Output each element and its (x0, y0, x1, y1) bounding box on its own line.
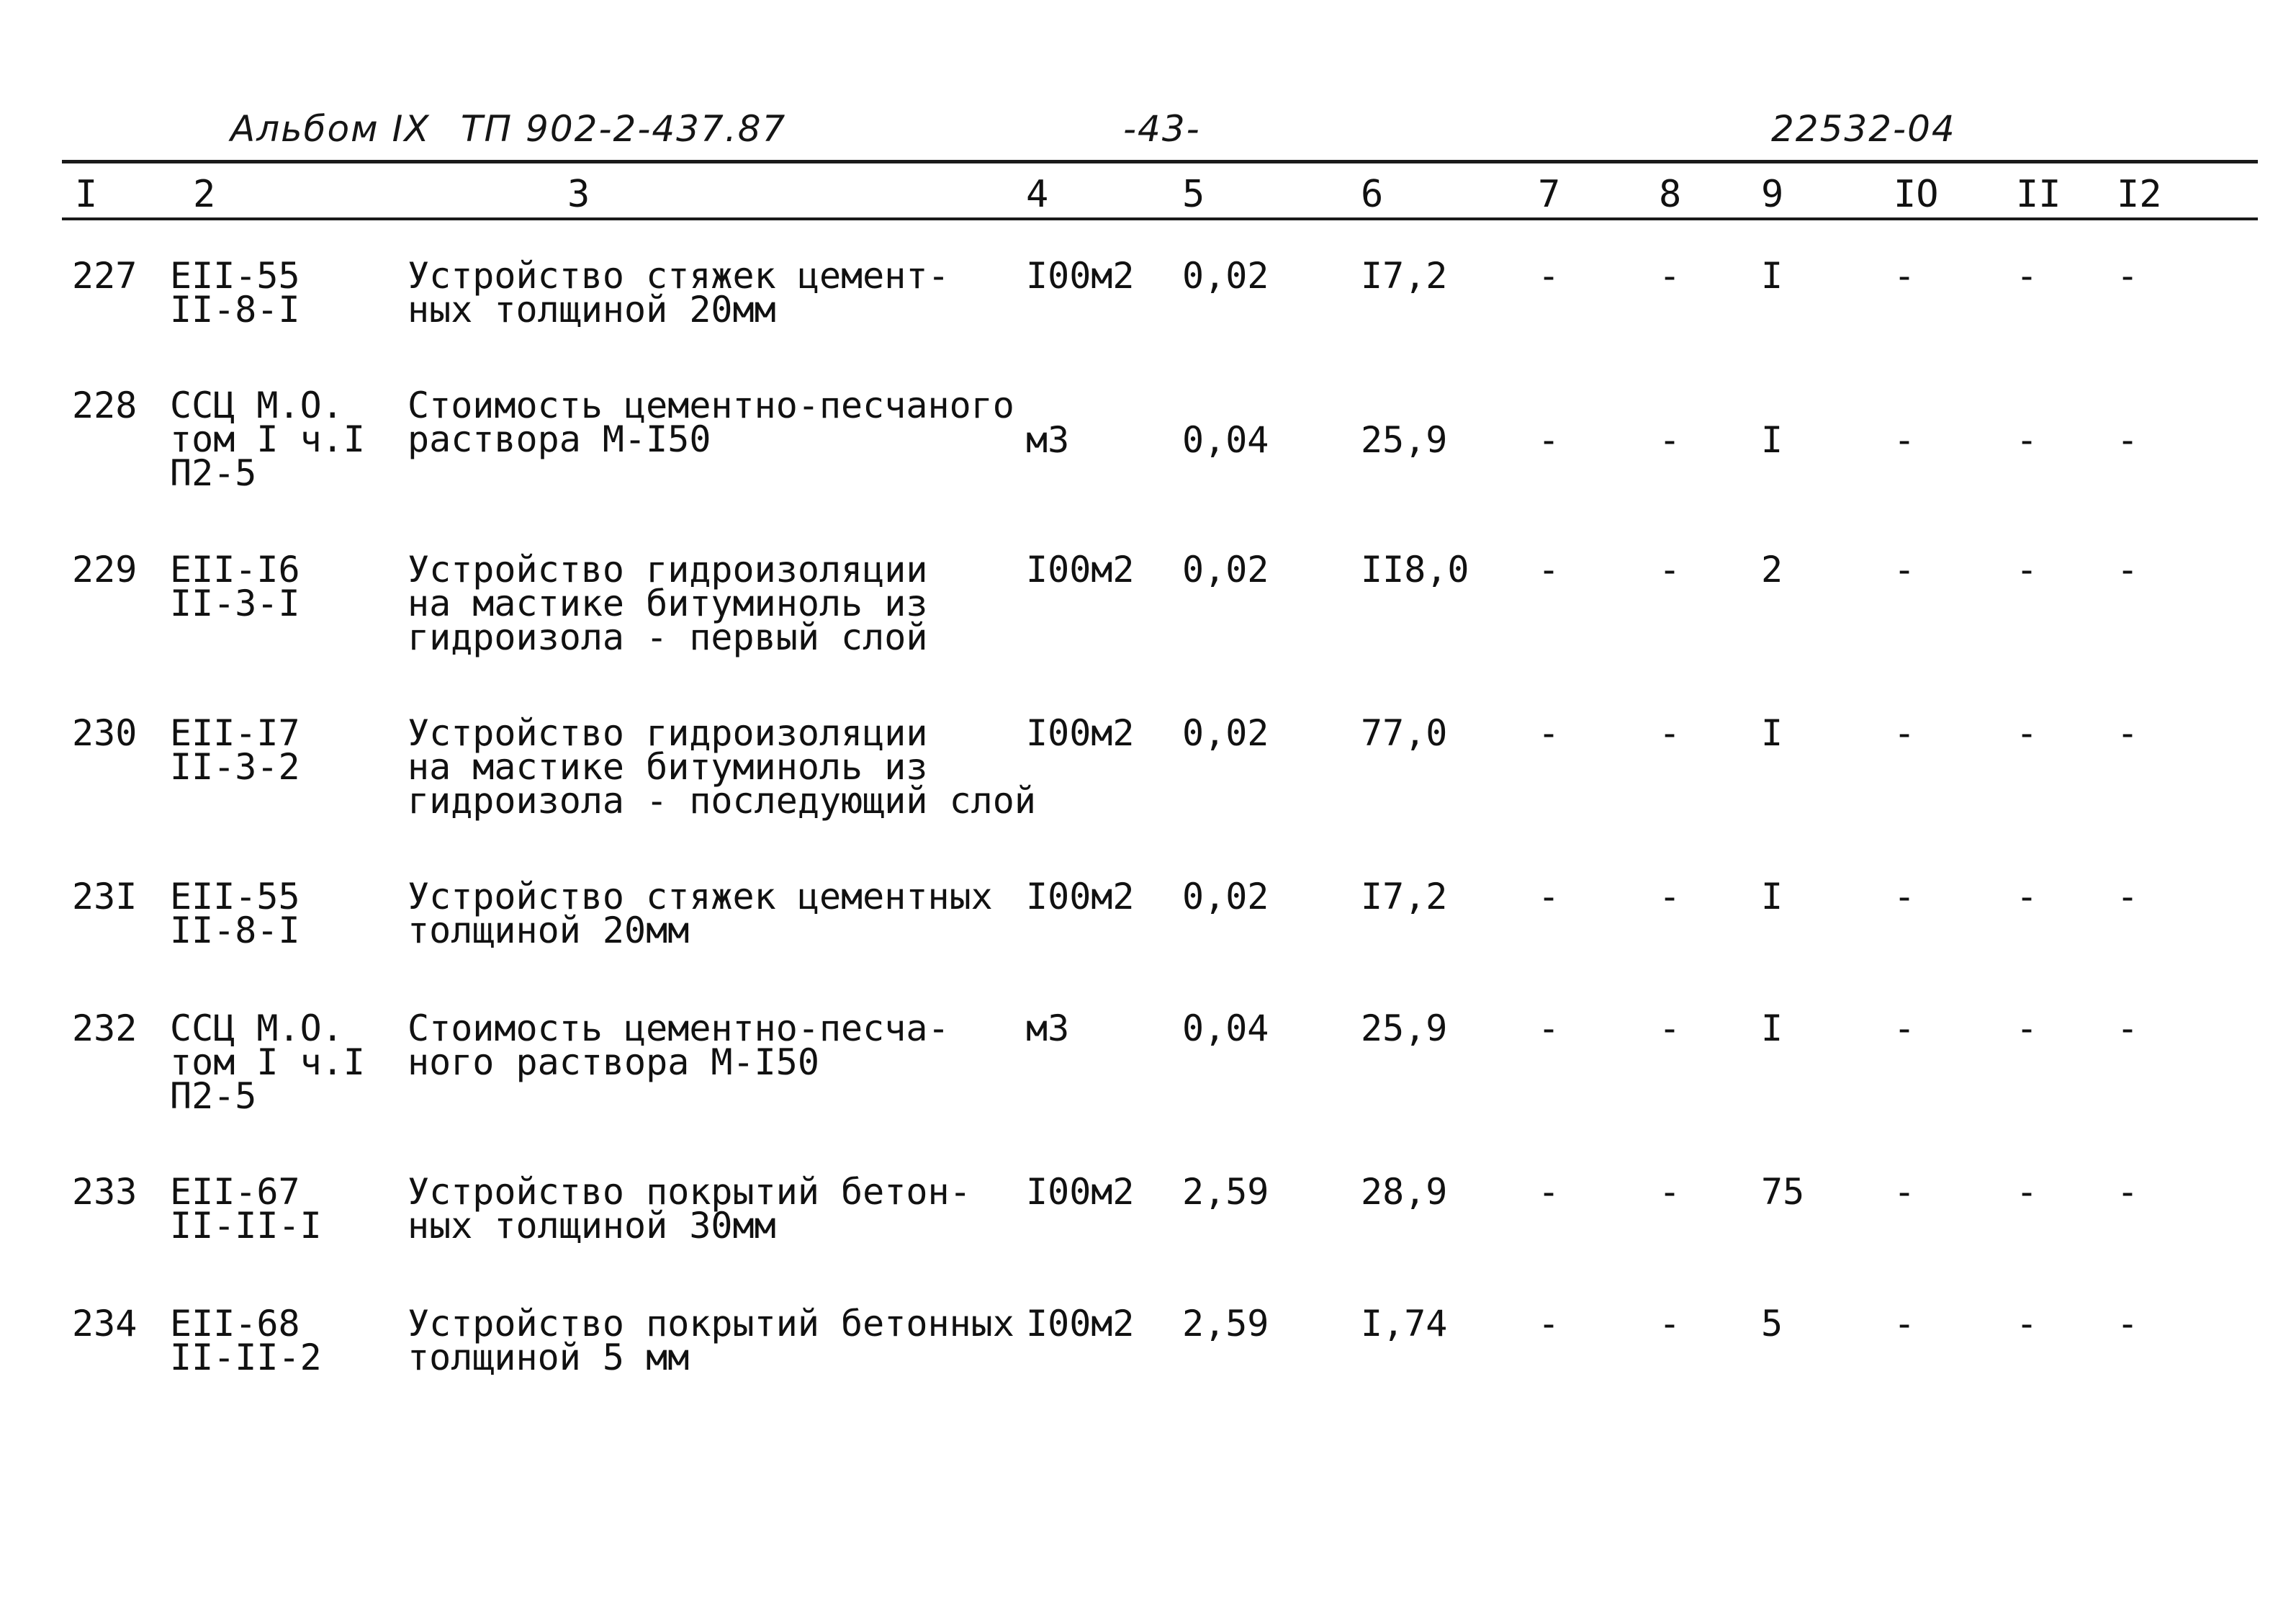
row-col9: 5 (1761, 1303, 1783, 1345)
row-col12: - (2117, 712, 2139, 754)
row-number: 230 (72, 712, 138, 754)
row-price: I7,2 (1361, 876, 1448, 917)
row-col7: - (1538, 419, 1560, 461)
row-price: I,74 (1361, 1303, 1448, 1345)
row-code: EII-55 II-8-I (170, 255, 300, 331)
row-col11: - (2016, 419, 2038, 461)
row-quantity: 0,04 (1182, 419, 1269, 461)
row-col11: - (2016, 1171, 2038, 1213)
row-price: 25,9 (1361, 1007, 1448, 1049)
row-description: Устройство гидроизоляции на мастике битуминоль из гидроизола - первый слой (408, 549, 928, 658)
row-code: EII-67 II-II-I (170, 1171, 322, 1247)
row-unit: I00м2 (1026, 1171, 1135, 1213)
row-quantity: 0,04 (1182, 1007, 1269, 1049)
row-code: ССЦ М.О. том I ч.I П2-5 (170, 1007, 365, 1117)
row-code: EII-I7 II-3-2 (170, 712, 300, 788)
column-header: 9 (1761, 173, 1784, 216)
row-col8: - (1659, 1303, 1681, 1345)
row-price: II8,0 (1361, 549, 1469, 591)
row-unit: м3 (1026, 419, 1070, 461)
row-col10: - (1894, 255, 1916, 297)
column-header: I2 (2117, 173, 2162, 216)
row-col11: - (2016, 549, 2038, 591)
row-col12: - (2117, 255, 2139, 297)
row-price: I7,2 (1361, 255, 1448, 297)
header-bottom-rule (62, 217, 2258, 220)
page-number: -43- (1123, 108, 1201, 150)
row-unit: I00м2 (1026, 1303, 1135, 1345)
document-number: 22532-04 (1771, 108, 1956, 150)
column-header: II (2016, 173, 2061, 216)
row-col11: - (2016, 255, 2038, 297)
row-unit: I00м2 (1026, 876, 1135, 917)
row-col12: - (2117, 1303, 2139, 1345)
row-description: Стоимость цементно-песча- ного раствора М-I50 (408, 1007, 950, 1083)
row-col8: - (1659, 876, 1681, 917)
row-col10: - (1894, 1303, 1916, 1345)
row-col10: - (1894, 876, 1916, 917)
row-col9: 2 (1761, 549, 1783, 591)
row-col10: - (1894, 712, 1916, 754)
row-quantity: 2,59 (1182, 1303, 1269, 1345)
row-price: 25,9 (1361, 419, 1448, 461)
row-unit: I00м2 (1026, 549, 1135, 591)
row-number: 232 (72, 1007, 138, 1049)
row-col9: I (1761, 419, 1783, 461)
row-unit: I00м2 (1026, 712, 1135, 754)
row-col7: - (1538, 876, 1560, 917)
row-col11: - (2016, 1303, 2038, 1345)
row-description: Устройство стяжек цементных толщиной 20мм (408, 876, 993, 951)
row-code: EII-55 II-8-I (170, 876, 300, 951)
row-number: 23I (72, 876, 138, 917)
row-col7: - (1538, 255, 1560, 297)
column-header: IO (1894, 173, 1939, 216)
row-price: 28,9 (1361, 1171, 1448, 1213)
column-header: I (75, 173, 98, 216)
row-col12: - (2117, 1007, 2139, 1049)
header-top-rule (62, 160, 2258, 163)
row-description: Устройство покрытий бетонных толщиной 5 мм (408, 1303, 1014, 1378)
row-description: Устройство гидроизоляции на мастике битуминоль из гидроизола - последующий слой (408, 712, 1036, 822)
row-description: Стоимость цементно-песчаного раствора М-I50 (408, 385, 1014, 460)
row-col9: I (1761, 255, 1783, 297)
row-unit: м3 (1026, 1007, 1070, 1049)
column-header: 5 (1182, 173, 1205, 216)
row-quantity: 0,02 (1182, 255, 1269, 297)
row-col12: - (2117, 876, 2139, 917)
row-col12: - (2117, 1171, 2139, 1213)
column-header: 6 (1361, 173, 1384, 216)
row-col8: - (1659, 1007, 1681, 1049)
column-header: 3 (567, 173, 590, 216)
row-col11: - (2016, 712, 2038, 754)
row-code: EII-I6 II-3-I (170, 549, 300, 624)
row-quantity: 0,02 (1182, 712, 1269, 754)
row-col7: - (1538, 1007, 1560, 1049)
row-col10: - (1894, 419, 1916, 461)
row-col9: I (1761, 712, 1783, 754)
row-number: 228 (72, 385, 138, 426)
row-col7: - (1538, 712, 1560, 754)
row-col9: I (1761, 876, 1783, 917)
row-col9: I (1761, 1007, 1783, 1049)
row-description: Устройство покрытий бетон- ных толщиной 30мм (408, 1171, 971, 1247)
column-header: 8 (1659, 173, 1682, 216)
row-col8: - (1659, 255, 1681, 297)
row-code: ССЦ М.О. том I ч.I П2-5 (170, 385, 365, 494)
row-col11: - (2016, 876, 2038, 917)
row-code: EII-68 II-II-2 (170, 1303, 322, 1378)
row-description: Устройство стяжек цемент- ных толщиной 20мм (408, 255, 950, 331)
row-quantity: 2,59 (1182, 1171, 1269, 1213)
row-col7: - (1538, 1171, 1560, 1213)
column-header: 4 (1026, 173, 1049, 216)
row-col8: - (1659, 712, 1681, 754)
row-col12: - (2117, 419, 2139, 461)
row-col10: - (1894, 1007, 1916, 1049)
row-col10: - (1894, 1171, 1916, 1213)
project-code: ТП 902-2-437.87 (461, 108, 787, 150)
row-number: 234 (72, 1303, 138, 1345)
row-number: 229 (72, 549, 138, 591)
row-col7: - (1538, 1303, 1560, 1345)
row-number: 233 (72, 1171, 138, 1213)
row-quantity: 0,02 (1182, 876, 1269, 917)
row-col11: - (2016, 1007, 2038, 1049)
row-col8: - (1659, 549, 1681, 591)
row-quantity: 0,02 (1182, 549, 1269, 591)
column-header: 7 (1538, 173, 1561, 216)
row-col12: - (2117, 549, 2139, 591)
column-header: 2 (193, 173, 216, 216)
row-price: 77,0 (1361, 712, 1448, 754)
row-unit: I00м2 (1026, 255, 1135, 297)
row-number: 227 (72, 255, 138, 297)
row-col10: - (1894, 549, 1916, 591)
row-col8: - (1659, 419, 1681, 461)
row-col7: - (1538, 549, 1560, 591)
album-label: Альбом IX (230, 108, 431, 150)
row-col8: - (1659, 1171, 1681, 1213)
row-col9: 75 (1761, 1171, 1805, 1213)
